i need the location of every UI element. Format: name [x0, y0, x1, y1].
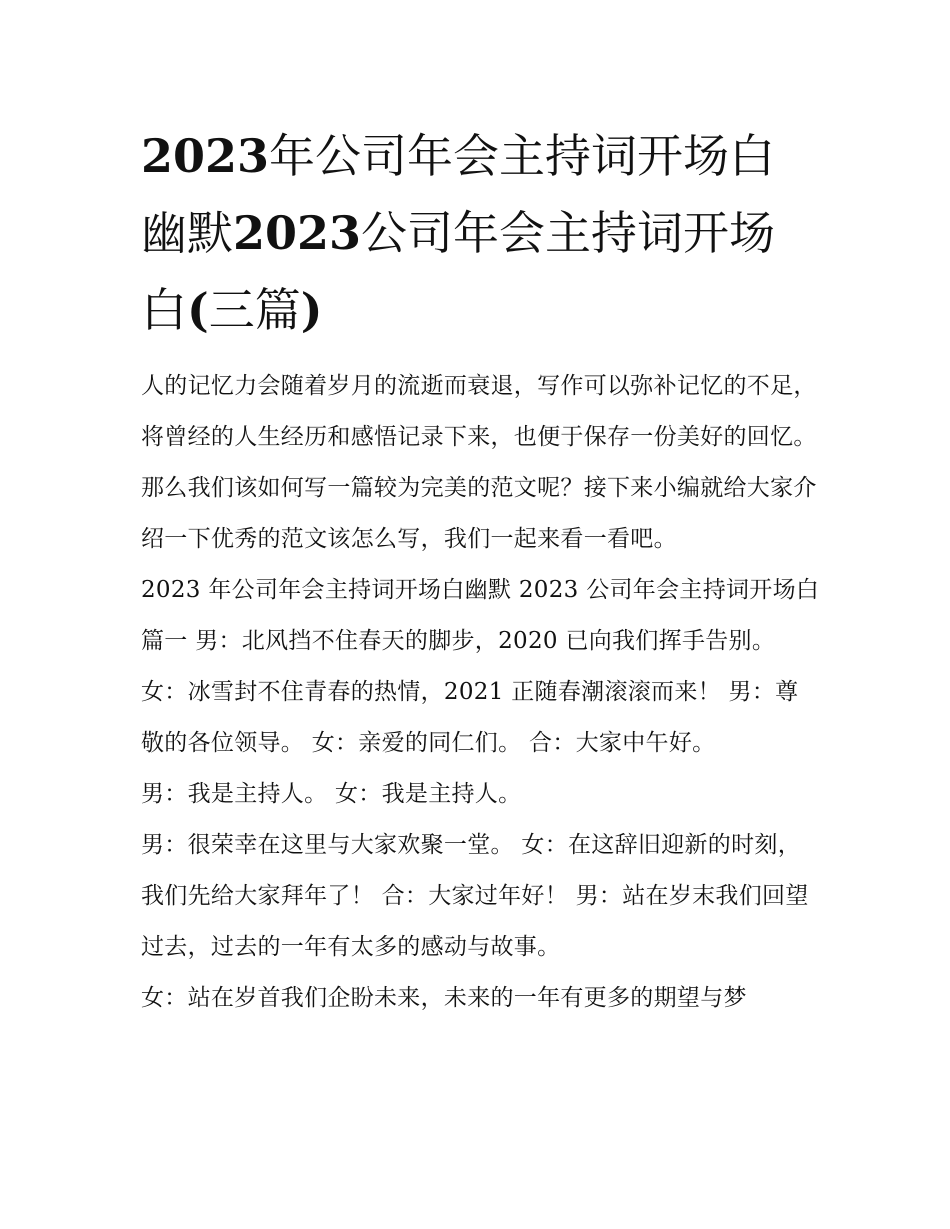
title-part: 年公司年会主持词开场白幽默	[141, 129, 776, 260]
body-paragraph: 女：冰雪封不住青春的热情，2021 正随春潮滚滚而来！ 男：尊敬的各位领导。 女：亲爱的同仁们。 合：大家中午好。	[141, 679, 799, 756]
title-part: 三篇	[208, 283, 301, 337]
title-part: (	[187, 283, 209, 337]
document-page	[141, 118, 821, 1024]
title-part: 2023	[233, 206, 362, 260]
body-paragraph: 女：站在岁首我们企盼未来，未来的一年有更多的期望与梦	[141, 985, 747, 1011]
body-paragraph: 男：很荣幸在这里与大家欢聚一堂。 女：在这辞旧迎新的时刻，我们先给大家拜年了！ 合：大家过年好！ 男：站在岁末我们回望过去，过去的一年有太多的感动与故事。	[141, 832, 809, 960]
title-part: 2023	[141, 129, 270, 183]
intro-paragraph: 人的记忆力会随着岁月的流逝而衰退，写作可以弥补记忆的不足，将曾经的人生经历和感悟记录下来，也便于保存一份美好的回忆。那么我们该如何写一篇较为完美的范文呢？接下来小编就给大家介绍一下优秀的范文该怎么写，我们一起来看一看吧。	[141, 373, 817, 552]
document-title	[141, 118, 821, 349]
title-part: )	[300, 283, 323, 337]
body-paragraph: 男：我是主持人。 女：我是主持人。	[141, 781, 522, 807]
body-paragraph: 2023 年公司年会主持词开场白幽默 2023 公司年会主持词开场白篇一 男：北风挡不住春天的脚步，2020 已向我们挥手告别。	[141, 577, 820, 654]
title-part: 公司年会主持词开场白	[141, 206, 776, 337]
